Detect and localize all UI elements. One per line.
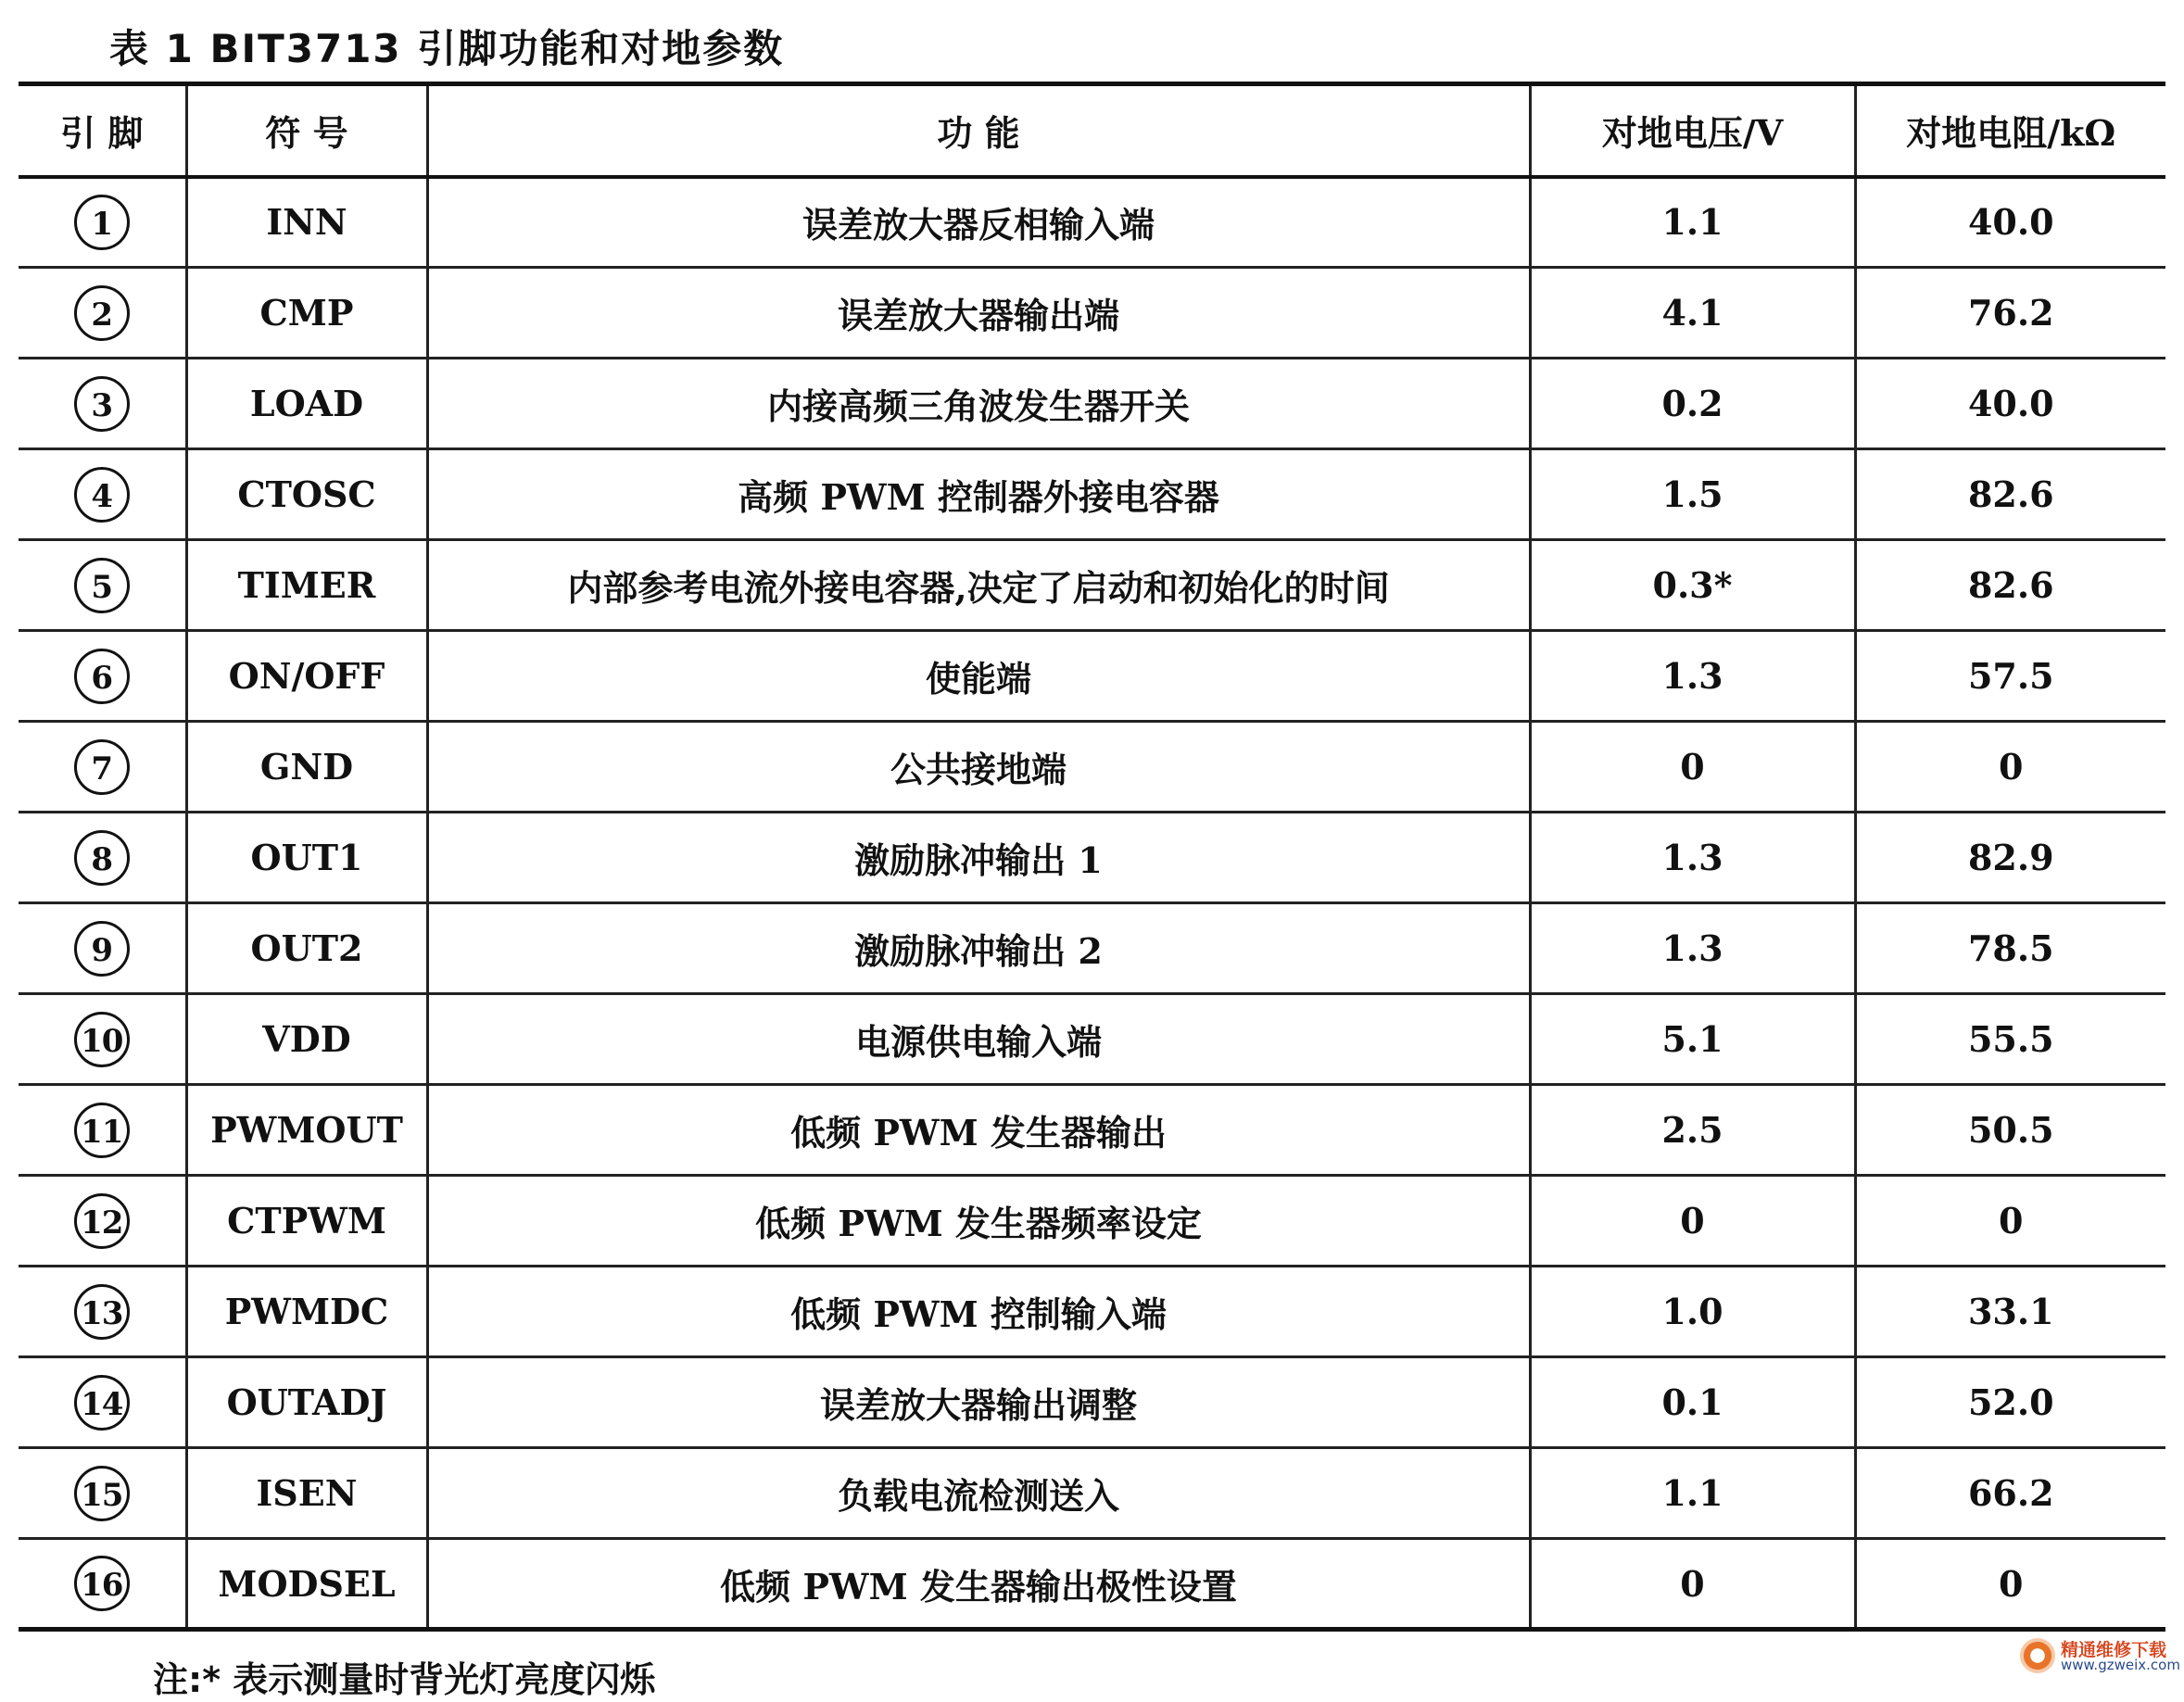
- watermark-url: www.gzweix.com: [2061, 1657, 2180, 1673]
- pin-cell: [19, 1085, 186, 1176]
- pin-number: 12: [74, 1193, 130, 1249]
- pin-number: 10: [74, 1012, 130, 1067]
- resistance-cell: 55.5: [1855, 994, 2165, 1085]
- pin-cell: [19, 1539, 186, 1630]
- resistance-cell: 0: [1855, 1539, 2165, 1630]
- function-cell: 激励脉冲输出 1: [427, 813, 1530, 903]
- table-row: [19, 1448, 2165, 1539]
- resistance-cell: 52.0: [1855, 1357, 2165, 1448]
- pin-number: 13: [74, 1284, 130, 1340]
- pin-number: 3: [74, 376, 130, 432]
- symbol-cell: MODSEL: [186, 1539, 427, 1630]
- footnote: 注:* 表示测量时背光灯亮度闪烁: [153, 1659, 656, 1700]
- table-row: [19, 177, 2165, 268]
- resistance-cell: 50.5: [1855, 1085, 2165, 1176]
- symbol-cell: CMP: [186, 268, 427, 359]
- table-row: [19, 722, 2165, 813]
- table-row: [19, 631, 2165, 722]
- pin-cell: [19, 1176, 186, 1267]
- pin-cell: [19, 540, 186, 631]
- voltage-cell: 1.3: [1530, 631, 1855, 722]
- pin-number: 11: [74, 1103, 130, 1158]
- table-row: [19, 813, 2165, 903]
- watermark: [2020, 1636, 2182, 1677]
- pin-cell: [19, 813, 186, 903]
- pin-cell: [19, 994, 186, 1085]
- function-cell: 低频 PWM 发生器输出极性设置: [427, 1539, 1530, 1630]
- pin-number: 7: [74, 739, 130, 795]
- pin-cell: [19, 449, 186, 540]
- header-voltage: 对地电压/V: [1530, 84, 1855, 177]
- symbol-cell: CTOSC: [186, 449, 427, 540]
- table-row: [19, 1539, 2165, 1630]
- function-cell: 低频 PWM 发生器输出: [427, 1085, 1530, 1176]
- pin-number: 4: [74, 467, 130, 523]
- header-function: 功 能: [427, 84, 1530, 177]
- voltage-cell: 0: [1530, 722, 1855, 813]
- symbol-cell: OUT1: [186, 813, 427, 903]
- pin-cell: [19, 1357, 186, 1448]
- function-cell: 公共接地端: [427, 722, 1530, 813]
- resistance-cell: 33.1: [1855, 1267, 2165, 1357]
- function-cell: 使能端: [427, 631, 1530, 722]
- voltage-cell: 0.3*: [1530, 540, 1855, 631]
- table-body: [19, 177, 2165, 1630]
- function-cell: 误差放大器反相输入端: [427, 177, 1530, 268]
- pin-cell: [19, 903, 186, 994]
- function-cell: 误差放大器输出端: [427, 268, 1530, 359]
- voltage-cell: 0.1: [1530, 1357, 1855, 1448]
- function-cell: 低频 PWM 发生器频率设定: [427, 1176, 1530, 1267]
- resistance-cell: 57.5: [1855, 631, 2165, 722]
- pin-cell: [19, 268, 186, 359]
- table-row: [19, 903, 2165, 994]
- pin-number: 5: [74, 558, 130, 613]
- symbol-cell: PWMOUT: [186, 1085, 427, 1176]
- voltage-cell: 4.1: [1530, 268, 1855, 359]
- pin-cell: [19, 359, 186, 449]
- resistance-cell: 82.6: [1855, 449, 2165, 540]
- pin-cell: [19, 177, 186, 268]
- table-row: [19, 1267, 2165, 1357]
- pin-number: 15: [74, 1466, 130, 1521]
- symbol-cell: CTPWM: [186, 1176, 427, 1267]
- pin-number: 2: [74, 285, 130, 341]
- symbol-cell: OUTADJ: [186, 1357, 427, 1448]
- function-cell: 误差放大器输出调整: [427, 1357, 1530, 1448]
- pin-cell: [19, 1448, 186, 1539]
- resistance-cell: 82.6: [1855, 540, 2165, 631]
- voltage-cell: 0: [1530, 1176, 1855, 1267]
- resistance-cell: 40.0: [1855, 177, 2165, 268]
- resistance-cell: 78.5: [1855, 903, 2165, 994]
- table-row: [19, 359, 2165, 449]
- pin-cell: [19, 1267, 186, 1357]
- symbol-cell: ON/OFF: [186, 631, 427, 722]
- table-row: [19, 994, 2165, 1085]
- symbol-cell: GND: [186, 722, 427, 813]
- function-cell: 内部参考电流外接电容器,决定了启动和初始化的时间: [427, 540, 1530, 631]
- pin-number: 9: [74, 921, 130, 977]
- header-pin: 引 脚: [19, 84, 186, 177]
- voltage-cell: 2.5: [1530, 1085, 1855, 1176]
- table-row: [19, 449, 2165, 540]
- voltage-cell: 1.3: [1530, 813, 1855, 903]
- header-resistance: 对地电阻/kΩ: [1855, 84, 2165, 177]
- table-row: [19, 268, 2165, 359]
- pin-number: 1: [74, 195, 130, 250]
- header-symbol: 符 号: [186, 84, 427, 177]
- resistance-cell: 76.2: [1855, 268, 2165, 359]
- symbol-cell: LOAD: [186, 359, 427, 449]
- watermark-logo-icon: [2020, 1638, 2055, 1673]
- symbol-cell: OUT2: [186, 903, 427, 994]
- voltage-cell: 1.3: [1530, 903, 1855, 994]
- pin-number: 8: [74, 830, 130, 886]
- voltage-cell: 1.5: [1530, 449, 1855, 540]
- symbol-cell: ISEN: [186, 1448, 427, 1539]
- watermark-title: 精通维修下载: [2061, 1640, 2167, 1660]
- table-header-row: [19, 84, 2165, 177]
- symbol-cell: INN: [186, 177, 427, 268]
- resistance-cell: 40.0: [1855, 359, 2165, 449]
- voltage-cell: 0.2: [1530, 359, 1855, 449]
- pin-cell: [19, 631, 186, 722]
- table-caption: 表 1 BIT3713 引脚功能和对地参数: [109, 26, 785, 71]
- pin-number: 16: [74, 1556, 130, 1611]
- symbol-cell: TIMER: [186, 540, 427, 631]
- function-cell: 电源供电输入端: [427, 994, 1530, 1085]
- symbol-cell: VDD: [186, 994, 427, 1085]
- voltage-cell: 1.1: [1530, 177, 1855, 268]
- pin-parameter-table: [19, 82, 2165, 1632]
- function-cell: 激励脉冲输出 2: [427, 903, 1530, 994]
- pin-number: 6: [74, 649, 130, 704]
- function-cell: 高频 PWM 控制器外接电容器: [427, 449, 1530, 540]
- function-cell: 低频 PWM 控制输入端: [427, 1267, 1530, 1357]
- table-row: [19, 1176, 2165, 1267]
- voltage-cell: 1.0: [1530, 1267, 1855, 1357]
- function-cell: 负载电流检测送入: [427, 1448, 1530, 1539]
- pin-cell: [19, 722, 186, 813]
- voltage-cell: 1.1: [1530, 1448, 1855, 1539]
- symbol-cell: PWMDC: [186, 1267, 427, 1357]
- table-row: [19, 1085, 2165, 1176]
- pin-number: 14: [74, 1375, 130, 1431]
- function-cell: 内接高频三角波发生器开关: [427, 359, 1530, 449]
- resistance-cell: 66.2: [1855, 1448, 2165, 1539]
- resistance-cell: 0: [1855, 1176, 2165, 1267]
- resistance-cell: 82.9: [1855, 813, 2165, 903]
- voltage-cell: 5.1: [1530, 994, 1855, 1085]
- table-row: [19, 1357, 2165, 1448]
- table-row: [19, 540, 2165, 631]
- resistance-cell: 0: [1855, 722, 2165, 813]
- voltage-cell: 0: [1530, 1539, 1855, 1630]
